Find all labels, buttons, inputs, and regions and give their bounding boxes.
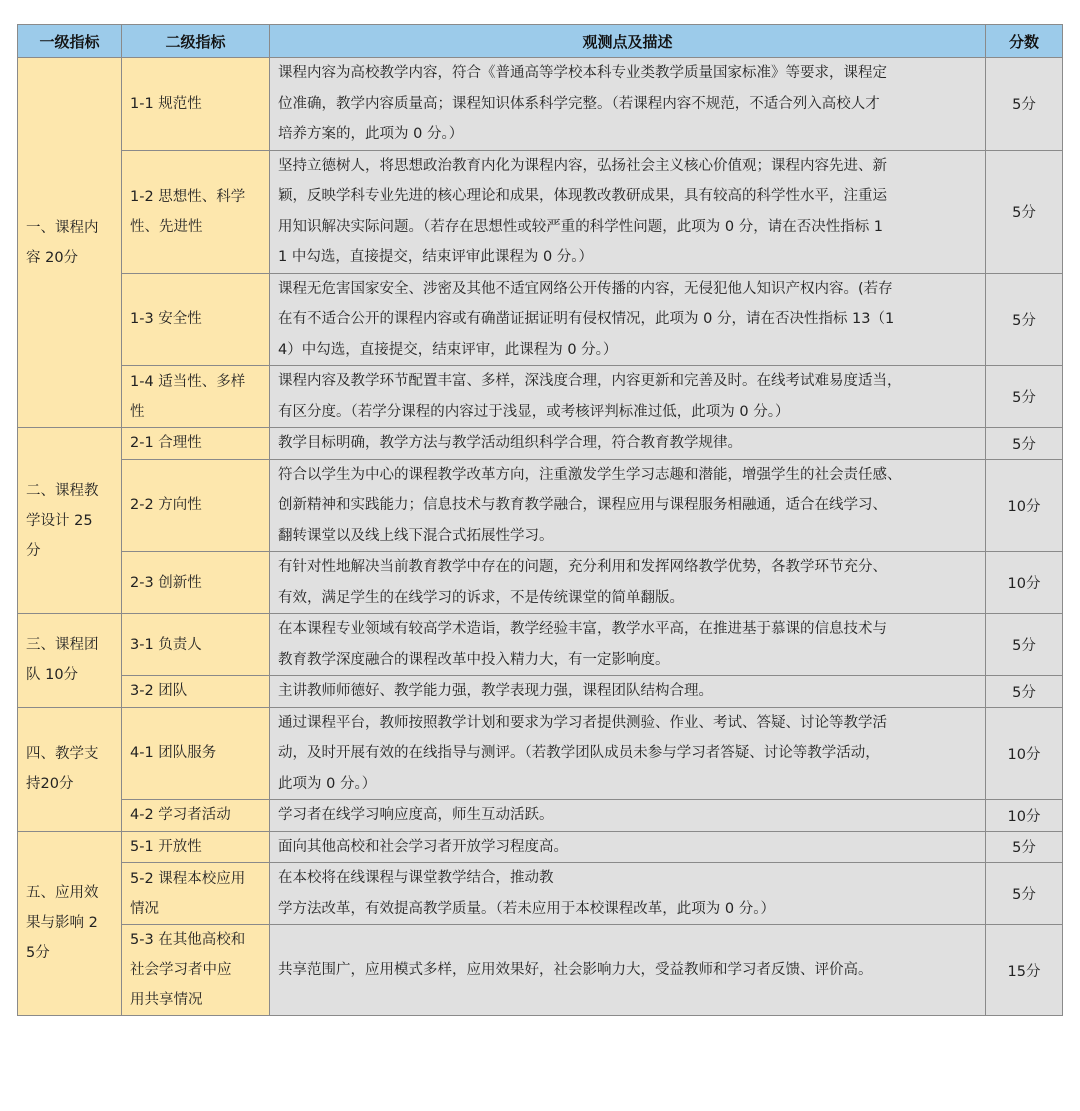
- description-line: 通过课程平台，教师按照教学计划和要求为学习者提供测验、作业、考试、答疑、讨论等教学活: [278, 714, 887, 731]
- table-header-row: [18, 25, 1063, 58]
- table-row: [18, 58, 1063, 151]
- description-cell: [270, 676, 986, 708]
- level1-indicator-line: 容 20分: [26, 249, 79, 266]
- level2-indicator-cell: [122, 800, 270, 832]
- table-row: [18, 459, 1063, 552]
- description-line: 课程内容为高校教学内容，符合《普通高等学校本科专业类教学质量国家标准》等要求，课程定: [278, 65, 887, 81]
- description-line: 主讲教师师德好、教学能力强，教学表现力强，课程团队结构合理。: [278, 683, 713, 699]
- table-row: [18, 707, 1063, 800]
- table-body: [18, 58, 1063, 1016]
- description-cell: [270, 831, 986, 863]
- table-row: [18, 273, 1063, 366]
- description-cell: [270, 428, 986, 460]
- header-description: 观测点及描述: [270, 25, 986, 58]
- description-line: 在有不适合公开的课程内容或有确凿证据证明有侵权情况，此项为 0 分，请在否决性指标 13（1: [278, 311, 895, 327]
- level2-indicator-line: 用共享情况: [130, 992, 203, 1008]
- table-row: [18, 552, 1063, 614]
- level2-indicator-line: 3-1 负责人: [130, 636, 202, 653]
- description-cell: [270, 58, 986, 151]
- level1-indicator-line: 三、课程团: [26, 637, 99, 654]
- level2-indicator-cell: [122, 150, 270, 273]
- description-line: 有针对性地解决当前教育教学中存在的问题，充分利用和发挥网络教学优势，各教学环节充分、: [278, 559, 887, 575]
- description-cell: [270, 925, 986, 1016]
- score-cell: 10分: [986, 800, 1063, 832]
- level1-indicator-line: 持20分: [26, 776, 74, 792]
- level2-indicator-line: 性: [130, 403, 145, 420]
- level2-indicator-line: 4-1 团队服务: [130, 745, 217, 762]
- score-cell: 10分: [986, 707, 1063, 800]
- level2-indicator-line: 1-3 安全性: [130, 311, 202, 328]
- score-cell: 5分: [986, 273, 1063, 366]
- level2-indicator-cell: [122, 428, 270, 460]
- level2-indicator-line: 2-1 合理性: [130, 435, 202, 452]
- description-line: 有效，满足学生的在线学习的诉求，不是传统课堂的简单翻版。: [278, 589, 684, 606]
- table-row: [18, 614, 1063, 676]
- header-score: 分数: [986, 25, 1063, 58]
- level2-indicator-cell: [122, 552, 270, 614]
- level1-indicator-line: 五、应用效: [26, 885, 99, 902]
- level2-indicator-line: 2-2 方向性: [130, 497, 202, 514]
- description-cell: [270, 707, 986, 800]
- level1-indicator-cell: [18, 614, 122, 708]
- level2-indicator-cell: [122, 831, 270, 863]
- level2-indicator-line: 2-3 创新性: [130, 574, 202, 591]
- score-cell: 15分: [986, 925, 1063, 1016]
- table-row: [18, 800, 1063, 832]
- description-line: 动，及时开展有效的在线指导与测评。（若教学团队成员未参与学习者答疑、讨论等教学活动，: [278, 745, 880, 761]
- table-row: [18, 428, 1063, 460]
- level1-indicator-cell: [18, 58, 122, 428]
- header-level1: 一级指标: [18, 25, 122, 58]
- level2-indicator-cell: [122, 273, 270, 366]
- level2-indicator-cell: [122, 676, 270, 708]
- description-line: 坚持立德树人，将思想政治教育内化为课程内容，弘扬社会主义核心价值观；课程内容先进、新: [278, 157, 887, 174]
- level2-indicator-line: 社会学习者中应: [130, 962, 232, 978]
- score-cell: 5分: [986, 150, 1063, 273]
- description-line: 课程内容及教学环节配置丰富、多样，深浅度合理，内容更新和完善及时。在线考试难易度适当，: [278, 373, 902, 389]
- description-line: 翻转课堂以及线上线下混合式拓展性学习。: [278, 527, 554, 544]
- evaluation-criteria-table: [17, 24, 1063, 1016]
- level2-indicator-line: 性、先进性: [130, 218, 203, 235]
- description-line: 1 中勾选，直接提交，结束评审此课程为 0 分。）: [278, 249, 594, 265]
- description-line: 有区分度。（若学分课程的内容过于浅显，或考核评判标准过低，此项为 0 分。）: [278, 403, 790, 420]
- level2-indicator-cell: [122, 925, 270, 1016]
- description-cell: [270, 366, 986, 428]
- level2-indicator-line: 1-4 适当性、多样: [130, 373, 246, 390]
- description-line: 学习者在线学习响应度高，师生互动活跃。: [278, 807, 554, 823]
- level1-indicator-cell: [18, 428, 122, 614]
- table-row: [18, 676, 1063, 708]
- description-cell: [270, 614, 986, 676]
- description-cell: [270, 150, 986, 273]
- score-cell: 5分: [986, 366, 1063, 428]
- description-cell: [270, 863, 986, 925]
- score-cell: 5分: [986, 614, 1063, 676]
- description-line: 在本校将在线课程与课堂教学结合，推动教: [278, 870, 554, 886]
- description-cell: [270, 552, 986, 614]
- description-line: 颖，反映学科专业先进的核心理论和成果，体现教改教研成果，具有较高的科学性水平，注重运: [278, 188, 887, 204]
- table-row: [18, 831, 1063, 863]
- description-cell: [270, 273, 986, 366]
- description-line: 共享范围广，应用模式多样，应用效果好，社会影响力大，受益教师和学习者反馈、评价高。: [278, 961, 873, 978]
- level2-indicator-cell: [122, 459, 270, 552]
- description-cell: [270, 800, 986, 832]
- table-row: [18, 925, 1063, 1016]
- header-level2: 二级指标: [122, 25, 270, 58]
- level1-indicator-line: 一、课程内: [26, 219, 99, 236]
- description-line: 4）中勾选，直接提交，结束评审，此课程为 0 分。）: [278, 341, 618, 358]
- level2-indicator-cell: [122, 863, 270, 925]
- description-line: 培养方案的，此项为 0 分。）: [278, 126, 464, 142]
- score-cell: 5分: [986, 58, 1063, 151]
- table-row: [18, 863, 1063, 925]
- description-line: 课程无危害国家安全、涉密及其他不适宜网络公开传播的内容，无侵犯他人知识产权内容。(若存: [278, 280, 893, 297]
- level2-indicator-line: 3-2 团队: [130, 683, 188, 700]
- table-row: [18, 366, 1063, 428]
- description-line: 创新精神和实践能力；信息技术与教育教学融合，课程应用与课程服务相融通，适合在线学习、: [278, 497, 887, 513]
- level2-indicator-cell: [122, 614, 270, 676]
- score-cell: 5分: [986, 676, 1063, 708]
- score-cell: 10分: [986, 552, 1063, 614]
- description-line: 用知识解决实际问题。（若存在思想性或较严重的科学性问题，此项为 0 分，请在否决性指标 1: [278, 218, 884, 235]
- level2-indicator-line: 5-3 在其他高校和: [130, 932, 246, 948]
- level2-indicator-cell: [122, 58, 270, 151]
- level1-indicator-line: 果与影响 2: [26, 915, 98, 932]
- level1-indicator-line: 分: [26, 542, 41, 559]
- level1-indicator-line: 学设计 25: [26, 512, 93, 529]
- table-row: [18, 150, 1063, 273]
- level1-indicator-cell: [18, 707, 122, 831]
- evaluation-criteria-table-container: [17, 24, 1062, 1016]
- level2-indicator-cell: [122, 707, 270, 800]
- level2-indicator-line: 1-1 规范性: [130, 95, 202, 112]
- score-cell: 5分: [986, 428, 1063, 460]
- description-line: 在本课程专业领域有较高学术造诣，教学经验丰富，教学水平高，在推进基于慕课的信息技术与: [278, 621, 887, 637]
- description-line: 符合以学生为中心的课程教学改革方向，注重激发学生学习志趣和潜能，增强学生的社会责任感、: [278, 466, 902, 483]
- description-line: 位准确，教学内容质量高；课程知识体系科学完整。（若课程内容不规范，不适合列入高校人才: [278, 95, 880, 112]
- description-cell: [270, 459, 986, 552]
- description-line: 教育教学深度融合的课程改革中投入精力大，有一定影响度。: [278, 651, 670, 668]
- level1-indicator-cell: [18, 831, 122, 1016]
- level1-indicator-line: 二、课程教: [26, 482, 99, 499]
- score-cell: 5分: [986, 863, 1063, 925]
- level2-indicator-cell: [122, 366, 270, 428]
- description-line: 教学目标明确，教学方法与教学活动组织科学合理，符合教育教学规律。: [278, 435, 742, 451]
- level1-indicator-line: 队 10分: [26, 667, 79, 684]
- level2-indicator-line: 情况: [130, 900, 159, 917]
- level2-indicator-line: 5-1 开放性: [130, 838, 202, 855]
- level2-indicator-line: 5-2 课程本校应用: [130, 870, 246, 887]
- score-cell: 10分: [986, 459, 1063, 552]
- level2-indicator-line: 1-2 思想性、科学: [130, 188, 246, 205]
- level1-indicator-line: 5分: [26, 945, 50, 962]
- level2-indicator-line: 4-2 学习者活动: [130, 807, 231, 824]
- description-line: 此项为 0 分。）: [278, 775, 377, 792]
- score-cell: 5分: [986, 831, 1063, 863]
- description-line: 学方法改革，有效提高教学质量。（若未应用于本校课程改革，此项为 0 分。）: [278, 900, 775, 917]
- level1-indicator-line: 四、教学支: [26, 746, 99, 762]
- description-line: 面向其他高校和社会学习者开放学习程度高。: [278, 838, 568, 855]
